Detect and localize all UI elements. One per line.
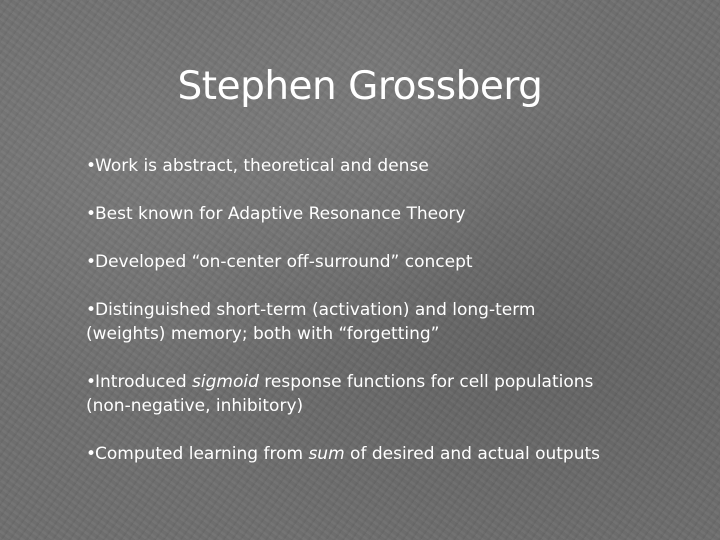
bullet-text-continued: (weights) memory; both with “forgetting” bbox=[86, 324, 440, 344]
bullet-icon: • bbox=[86, 156, 97, 176]
bullet-text: of desired and actual outputs bbox=[344, 444, 601, 464]
bullet-item bbox=[86, 202, 686, 226]
bullet-emphasis: sum bbox=[308, 444, 345, 464]
bullet-text: Distinguished short-term (activation) and long-term bbox=[95, 300, 536, 320]
bullet-item bbox=[86, 370, 686, 418]
bullet-item bbox=[86, 154, 686, 178]
bullet-icon: • bbox=[86, 300, 97, 320]
bullet-item bbox=[86, 442, 686, 466]
bullet-list bbox=[86, 154, 686, 490]
bullet-item bbox=[86, 250, 686, 274]
bullet-text-continued: (non-negative, inhibitory) bbox=[86, 396, 304, 416]
bullet-text: Computed learning from bbox=[95, 444, 309, 464]
slide-title: Stephen Grossberg bbox=[177, 64, 543, 109]
bullet-text: Developed “on-center off-surround” concept bbox=[95, 252, 473, 272]
bullet-text: Introduced bbox=[95, 372, 193, 392]
bullet-text: Work is abstract, theoretical and dense bbox=[95, 156, 429, 176]
bullet-icon: • bbox=[86, 372, 97, 392]
bullet-emphasis: sigmoid bbox=[192, 372, 259, 392]
bullet-icon: • bbox=[86, 204, 97, 224]
bullet-icon: • bbox=[86, 252, 97, 272]
bullet-item bbox=[86, 298, 686, 346]
bullet-icon: • bbox=[86, 444, 97, 464]
bullet-text: Best known for Adaptive Resonance Theory bbox=[95, 204, 466, 224]
bullet-text: response functions for cell populations bbox=[258, 372, 594, 392]
